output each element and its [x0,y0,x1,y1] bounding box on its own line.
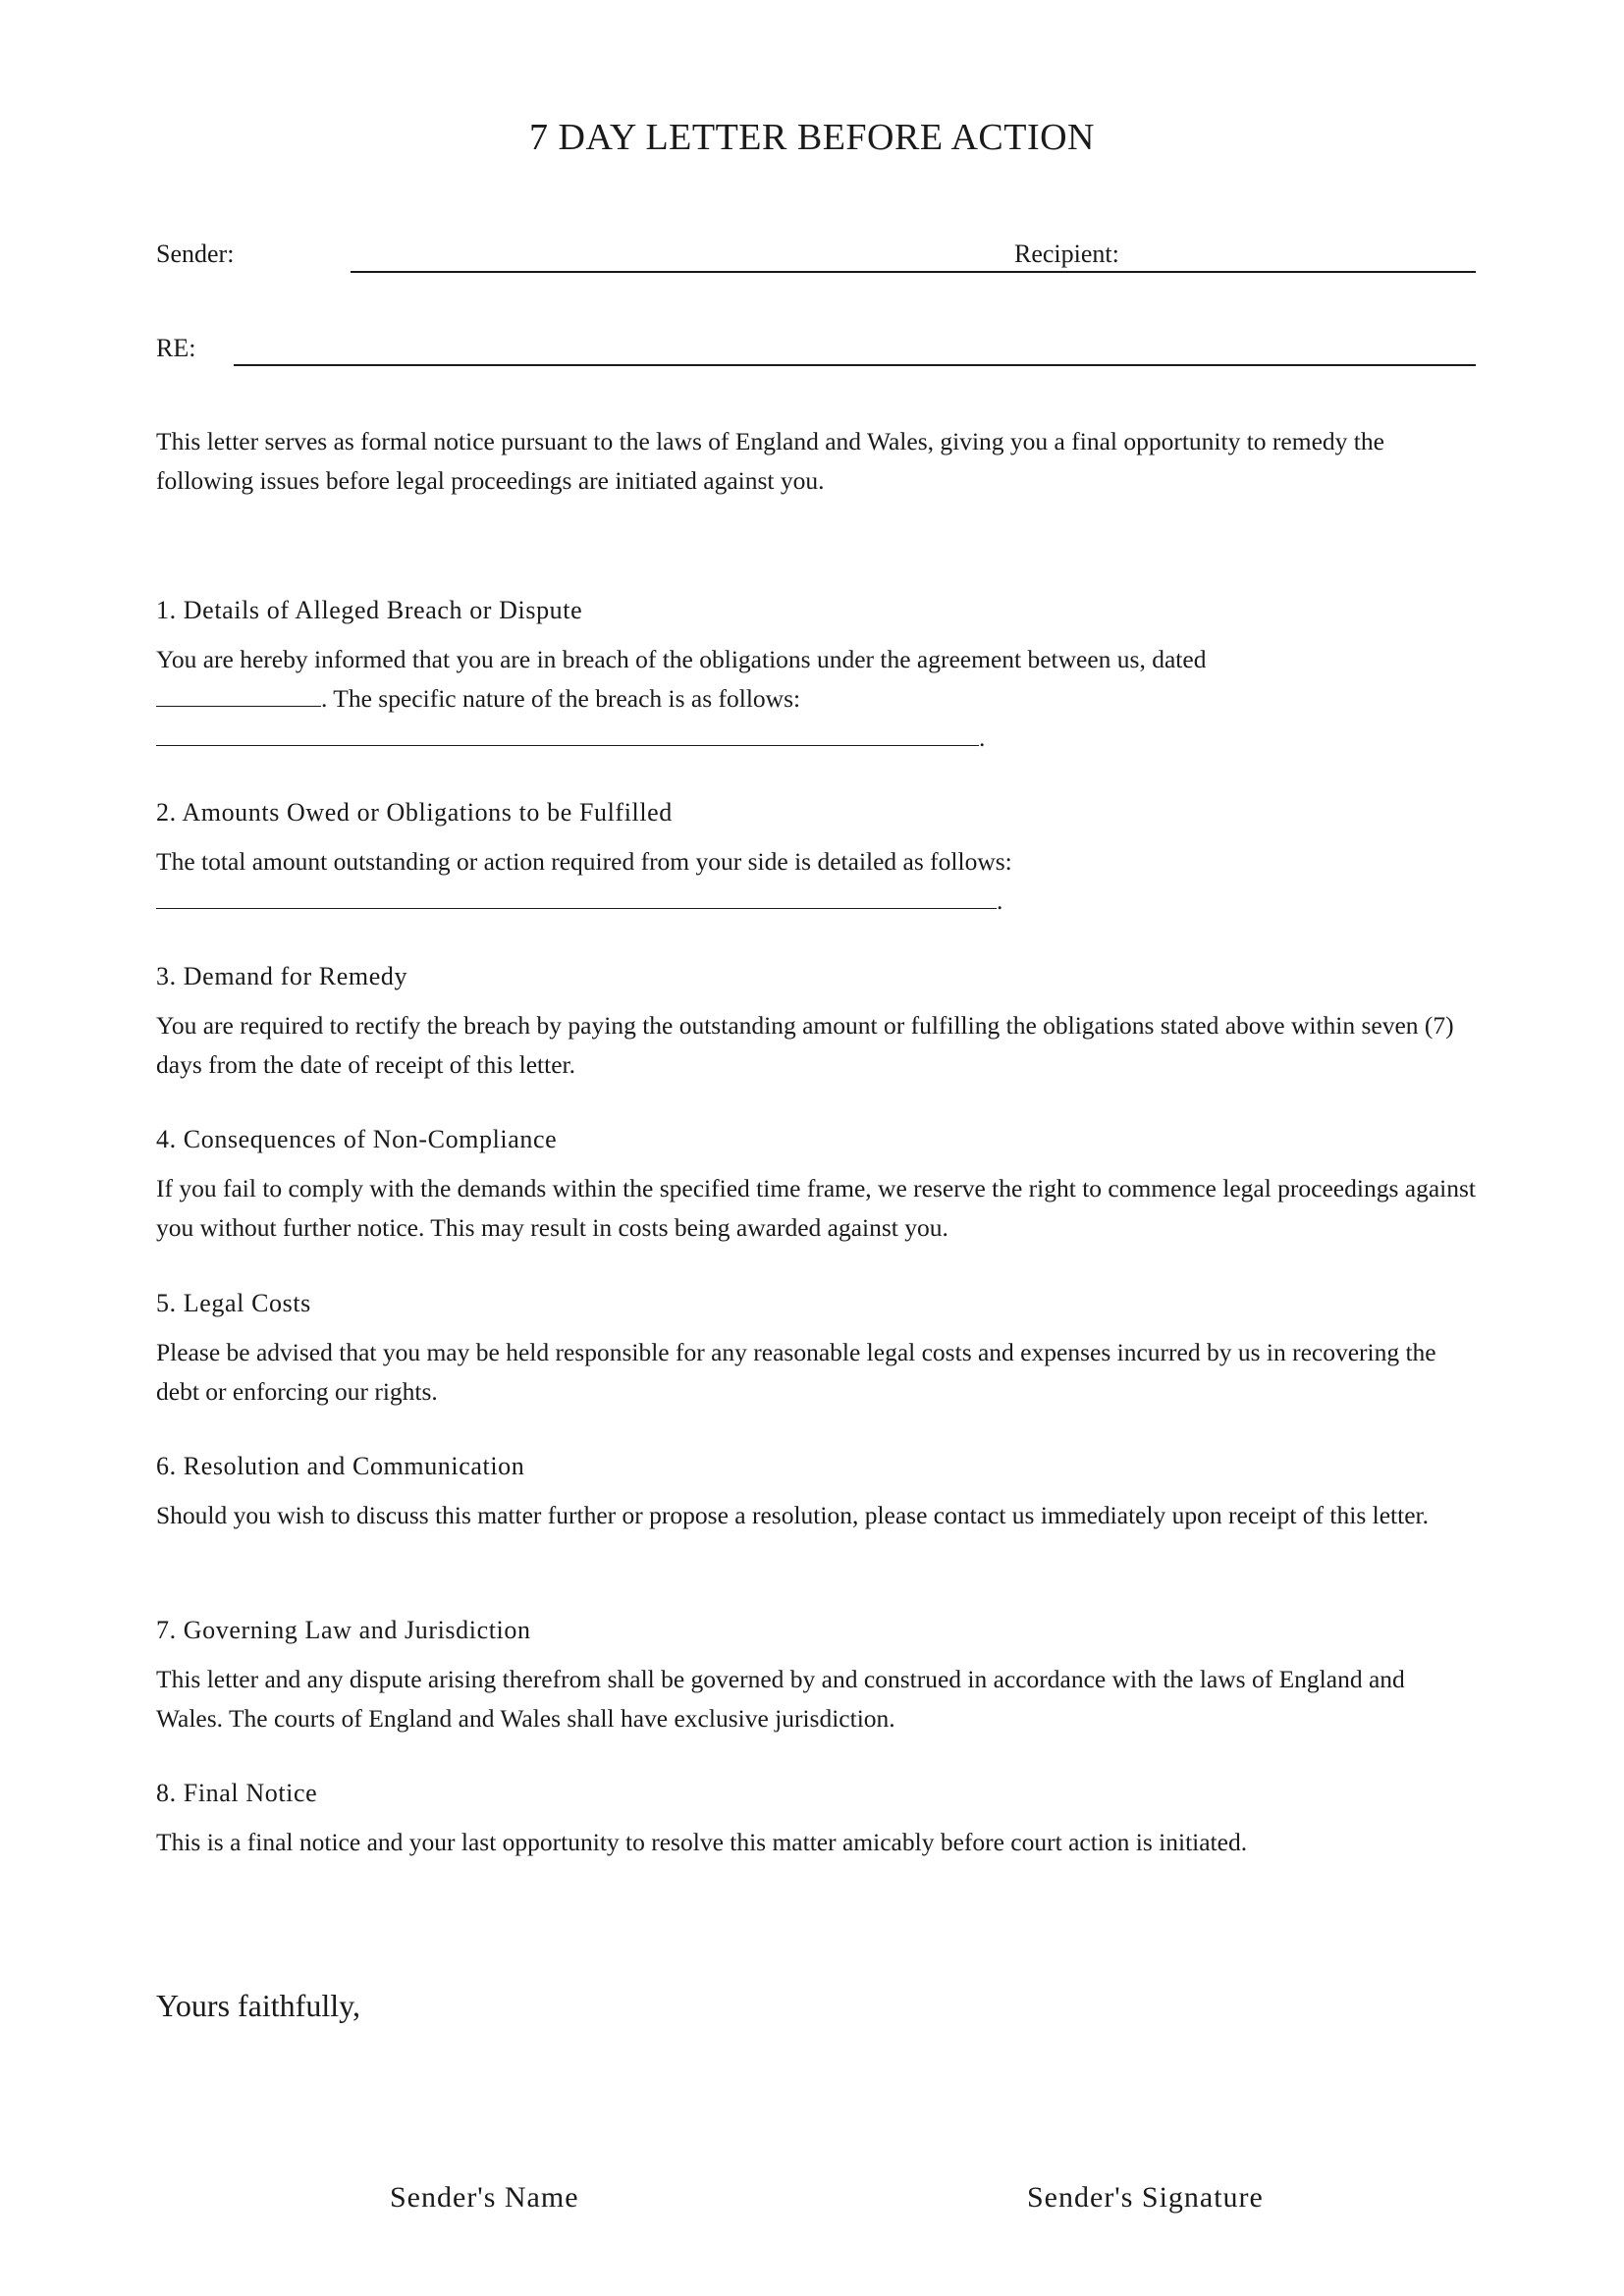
closing-salutation: Yours faithfully, [156,1988,361,2023]
section-6-heading: 6. Resolution and Communication [156,1452,525,1480]
section-2-line-2-text: . [997,886,1003,915]
section-2-line-2 [156,881,1477,921]
section-3-body: You are required to rectify the breach by paying the outstanding amount or fulfilling the obligations stated above within seven (7) days from the date of receipt of this letter. [156,1011,1454,1079]
section-1-line-3 [156,719,1477,758]
sender-label: Sender: [156,240,235,268]
document-title: 7 DAY LETTER BEFORE ACTION [529,117,1095,158]
section-2-body [156,842,1477,921]
intro-paragraph: This letter serves as formal notice pursuant to the laws of England and Wales, giving you a final opportunity to remedy the following issues before legal proceedings are initiated against you. [156,427,1384,495]
breach-details-blank[interactable] [156,745,979,746]
section-1-heading: 1. Details of Alleged Breach or Dispute [156,596,583,624]
sender-recipient-fill-line[interactable] [351,271,1476,273]
section-2-heading: 2. Amounts Owed or Obligations to be Fulfilled [156,798,673,827]
section-1-line-2 [156,679,1477,719]
section-3-heading: 3. Demand for Remedy [156,962,408,990]
section-8-heading: 8. Final Notice [156,1779,318,1807]
section-2-line-1: The total amount outstanding or action required from your side is detailed as follows: [156,847,1012,876]
section-1-line-3-text: . [979,723,986,752]
section-4-heading: 4. Consequences of Non-Compliance [156,1125,558,1153]
sender-name-label: Sender's Name [390,2181,579,2214]
section-1-body [156,640,1477,758]
sender-signature-label: Sender's Signature [1027,2181,1264,2214]
agreement-date-blank[interactable] [156,706,321,707]
re-label: RE: [156,334,196,362]
section-8-body: This is a final notice and your last opportunity to resolve this matter amicably before court action is initiated. [156,1828,1248,1856]
section-6-body: Should you wish to discuss this matter further or propose a resolution, please contact us immediately upon receipt of this letter. [156,1501,1429,1529]
section-7-body: This letter and any dispute arising therefrom shall be governed by and construed in accordance with the laws of England and Wales. The courts of England and Wales shall have exclusive jurisdiction. [156,1665,1405,1733]
section-4-body: If you fail to comply with the demands within the specified time frame, we reserve the right to commence legal proceedings against you without further notice. This may result in costs being awarded against you. [156,1174,1476,1242]
section-1-line-1: You are hereby informed that you are in breach of the obligations under the agreement between us, dated [156,645,1207,673]
amount-owed-blank[interactable] [156,908,997,909]
section-5-heading: 5. Legal Costs [156,1289,311,1317]
re-fill-line[interactable] [234,364,1476,366]
section-7-heading: 7. Governing Law and Jurisdiction [156,1616,531,1644]
section-1-line-2-text: . The specific nature of the breach is as follows: [321,684,801,713]
section-5-body: Please be advised that you may be held responsible for any reasonable legal costs and expenses incurred by us in recovering the debt or enforcing our rights. [156,1338,1436,1406]
recipient-label: Recipient: [1014,240,1119,268]
